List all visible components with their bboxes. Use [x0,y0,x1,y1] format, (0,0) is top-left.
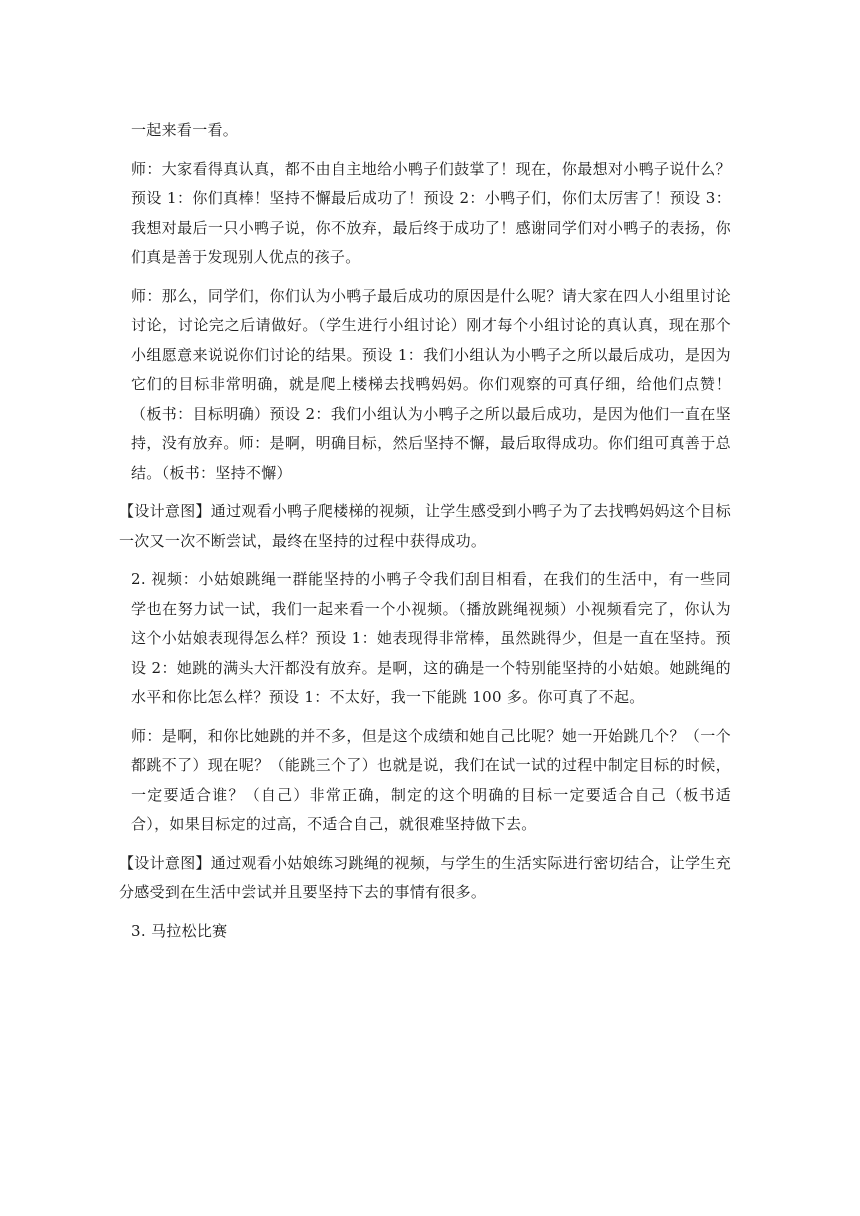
design-intent-note: 【设计意图】通过观看小姑娘练习跳绳的视频，与学生的生活实际进行密切结合，让学生充分感受到在生活中尝试并且要坚持下去的事情有很多。 [119,853,732,901]
paragraph: 师：是啊，和你比她跳的并不多，但是这个成绩和她自己比呢？她一开始跳几个？（一个都跳不了）现在呢？（能跳三个了）也就是说，我们在试一试的过程中制定目标的时候，一定要适合谁？（自己）非常正确，制定的这个明确的目标一定要适合自己（板书适合），如果目标定的过高，不适合自己，就很难坚持做下去。 [131,726,731,833]
paragraph: 师：大家看得真认真，都不由自主地给小鸭子们鼓掌了！现在，你最想对小鸭子说什么？预设 1：你们真棒！坚持不懈最后成功了！预设 2：小鸭子们，你们太厉害了！预设 3：我想对最后一只小鸭子说，你不放弃，最后终于成功了！感谢同学们对小鸭子的表扬，你们真是善于发现别人优点的孩子。 [131,159,731,266]
section-heading: 3. 马拉松比赛 [131,921,228,940]
paragraph: 一起来看一看。 [131,121,239,139]
design-intent-note: 【设计意图】通过观看小鸭子爬楼梯的视频，让学生感受到小鸭子为了去找鸭妈妈这个目标一次又一次不断尝试，最终在坚持的过程中获得成功。 [119,502,732,550]
paragraph: 师：那么，同学们，你们认为小鸭子最后成功的原因是什么呢？请大家在四人小组里讨论讨论，讨论完之后请做好。（学生进行小组讨论）刚才每个小组讨论的真认真，现在那个小组愿意来说说你们讨论的结果。预设 1：我们小组认为小鸭子之所以最后成功，是因为它们的目标非常明确，就是爬上楼梯去找鸭妈妈。你们观察的可真仔细，给他们点赞！（板书：目标明确）预设 2：我们小组认为小鸭子之所以最后成功，是因为他们一直在坚持，没有放弃。师：是啊，明确目标，然后坚持不懈，最后取得成功。你们组可真善于总结。（板书：坚持不懈） [131,286,731,482]
document-page [119,116,732,955]
numbered-paragraph: 2. 视频：小姑娘跳绳一群能坚持的小鸭子令我们刮目相看，在我们的生活中，有一些同学也在努力试一试，我们一起来看一个小视频。（播放跳绳视频）小视频看完了，你认为这个小姑娘表现得怎么样？预设 1：她表现得非常棒，虽然跳得少，但是一直在坚持。预设 2：她跳的满头大汗都没有放弃。是啊，这的确是一个特别能坚持的小姑娘。她跳绳的水平和你比怎么样？预设 1：不太好，我一下能跳 100 多。你可真了不起。 [131,570,731,706]
